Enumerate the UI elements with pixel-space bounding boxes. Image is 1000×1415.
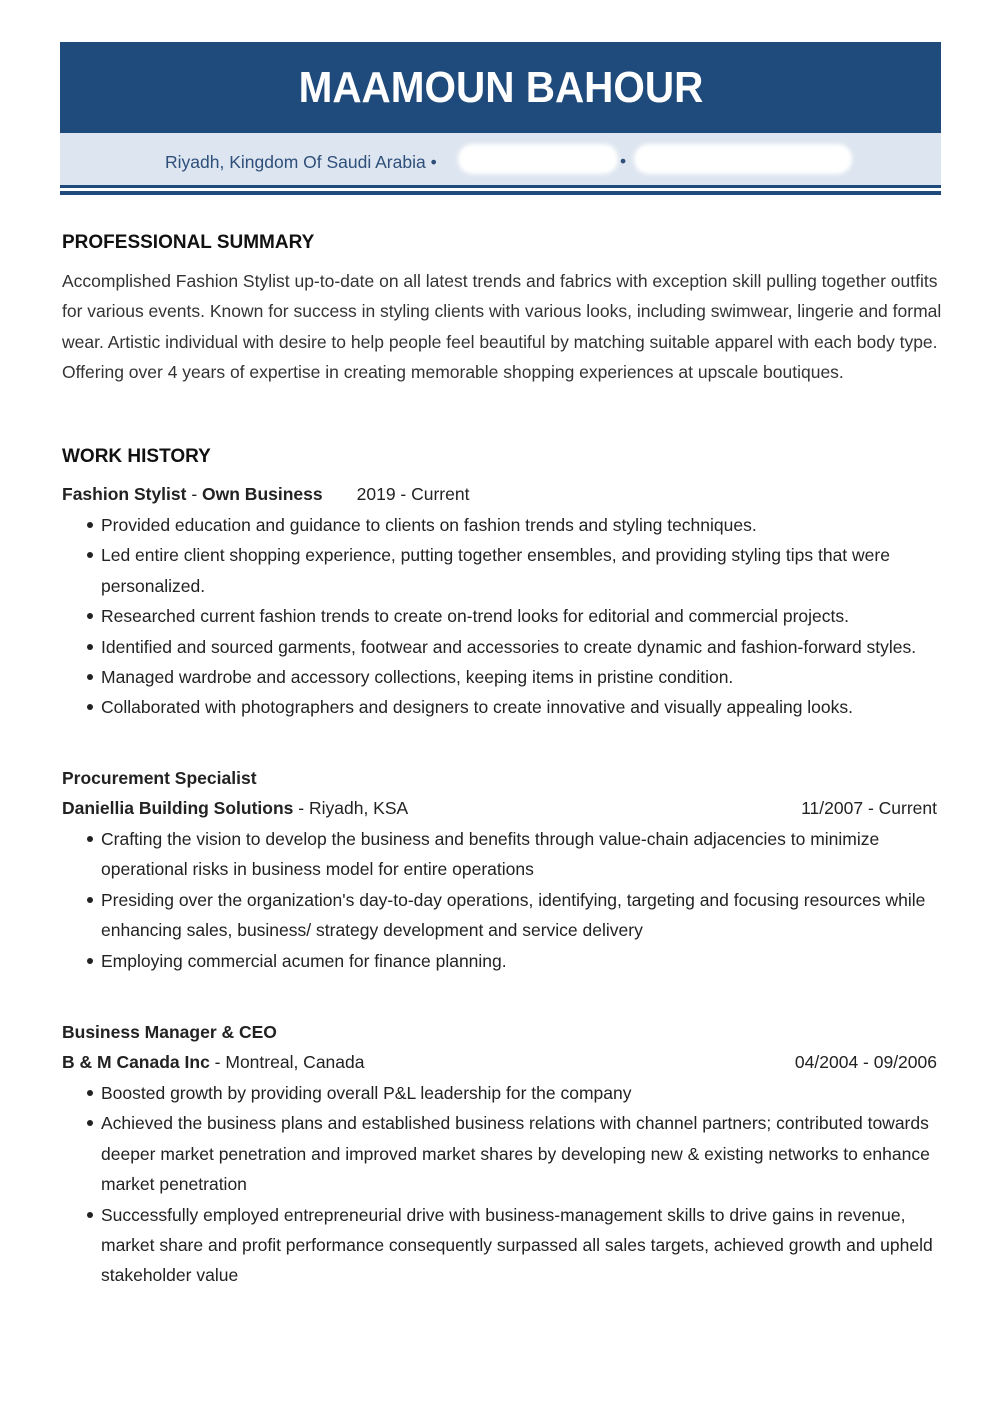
header-rule-top	[60, 185, 941, 188]
list-item: Provided education and guidance to clients on fashion trends and styling techniques.	[62, 510, 942, 540]
job-location: Riyadh, KSA	[308, 798, 409, 818]
job-bullets	[62, 824, 942, 976]
job-title: Fashion Stylist	[62, 484, 187, 504]
header-rule-bottom	[60, 191, 941, 195]
list-item: Collaborated with photographers and designers to create innovative and visually appealing looks.	[62, 692, 942, 722]
job-title: Business Manager & CEO	[62, 1022, 277, 1042]
section-title-summary: PROFESSIONAL SUMMARY	[62, 232, 315, 253]
list-item: Led entire client shopping experience, putting together ensembles, and providing styling tips that were personalized.	[62, 540, 942, 601]
redacted-phone	[458, 144, 618, 174]
job-location: Montreal, Canada	[225, 1052, 365, 1072]
job-company: Daniellia Building Solutions	[62, 798, 294, 818]
list-item: Employing commercial acumen for finance planning.	[62, 946, 942, 976]
list-item: Boosted growth by providing overall P&L leadership for the company	[62, 1078, 942, 1108]
section-title-work-history: WORK HISTORY	[62, 446, 211, 467]
job-heading: Fashion Stylist - Own Business 2019 - Current	[62, 484, 470, 504]
list-item: Successfully employed entrepreneurial drive with business-management skills to drive gains in revenue, market share and profit performance consequently surpassed all sales targets, achieved growth and upheld stakeholder value	[62, 1200, 942, 1291]
contact-location: Riyadh, Kingdom Of Saudi Arabia	[165, 152, 426, 172]
job-employer-line: B & M Canada Inc - Montreal, Canada	[62, 1052, 365, 1072]
contact-line	[165, 152, 437, 173]
list-item: Identified and sourced garments, footwear and accessories to create dynamic and fashion-forward styles.	[62, 632, 942, 662]
candidate-name: MAAMOUN BAHOUR	[298, 62, 703, 112]
list-item: Researched current fashion trends to create on-trend looks for editorial and commercial projects.	[62, 601, 942, 631]
redacted-email	[634, 144, 852, 174]
job-title: Procurement Specialist	[62, 768, 257, 788]
contact-separator-2: •	[620, 151, 627, 171]
job-dates: 04/2004 - 09/2006	[794, 1052, 937, 1072]
contact-bar	[60, 133, 941, 185]
summary-text: Accomplished Fashion Stylist up-to-date on all latest trends and fabrics with exception skill pulling together outfits for various events. Known for success in styling clients with various looks, including swimwear, lingerie and formal wear. Artistic individual with desire to help people feel beautiful by matching suitable apparel with each body type. Offering over 4 years of expertise in creating memorable shopping experiences at upscale boutiques.	[62, 271, 942, 383]
job-employer-line: Daniellia Building Solutions - Riyadh, KSA	[62, 798, 409, 818]
list-item: Presiding over the organization's day-to-day operations, identifying, targeting and focusing resources while enhancing sales, business/ strategy development and service delivery	[62, 885, 942, 946]
job-company: B & M Canada Inc	[62, 1052, 210, 1072]
job-dates: 2019 - Current	[356, 484, 470, 504]
list-item: Achieved the business plans and established business relations with channel partners; contributed towards deeper market penetration and improved market shares by developing new & existing networks to enhance market penetration	[62, 1108, 942, 1199]
list-item: Managed wardrobe and accessory collections, keeping items in pristine condition.	[62, 662, 942, 692]
job-company: Own Business	[202, 484, 323, 504]
contact-separator: •	[430, 152, 437, 172]
list-item: Crafting the vision to develop the business and benefits through value-chain adjacencies to minimize operational risks in business model for entire operations	[62, 824, 942, 885]
job-bullets	[62, 1078, 942, 1291]
job-bullets	[62, 510, 942, 723]
job-dates: 11/2007 - Current	[801, 798, 937, 818]
resume-header	[60, 42, 941, 133]
